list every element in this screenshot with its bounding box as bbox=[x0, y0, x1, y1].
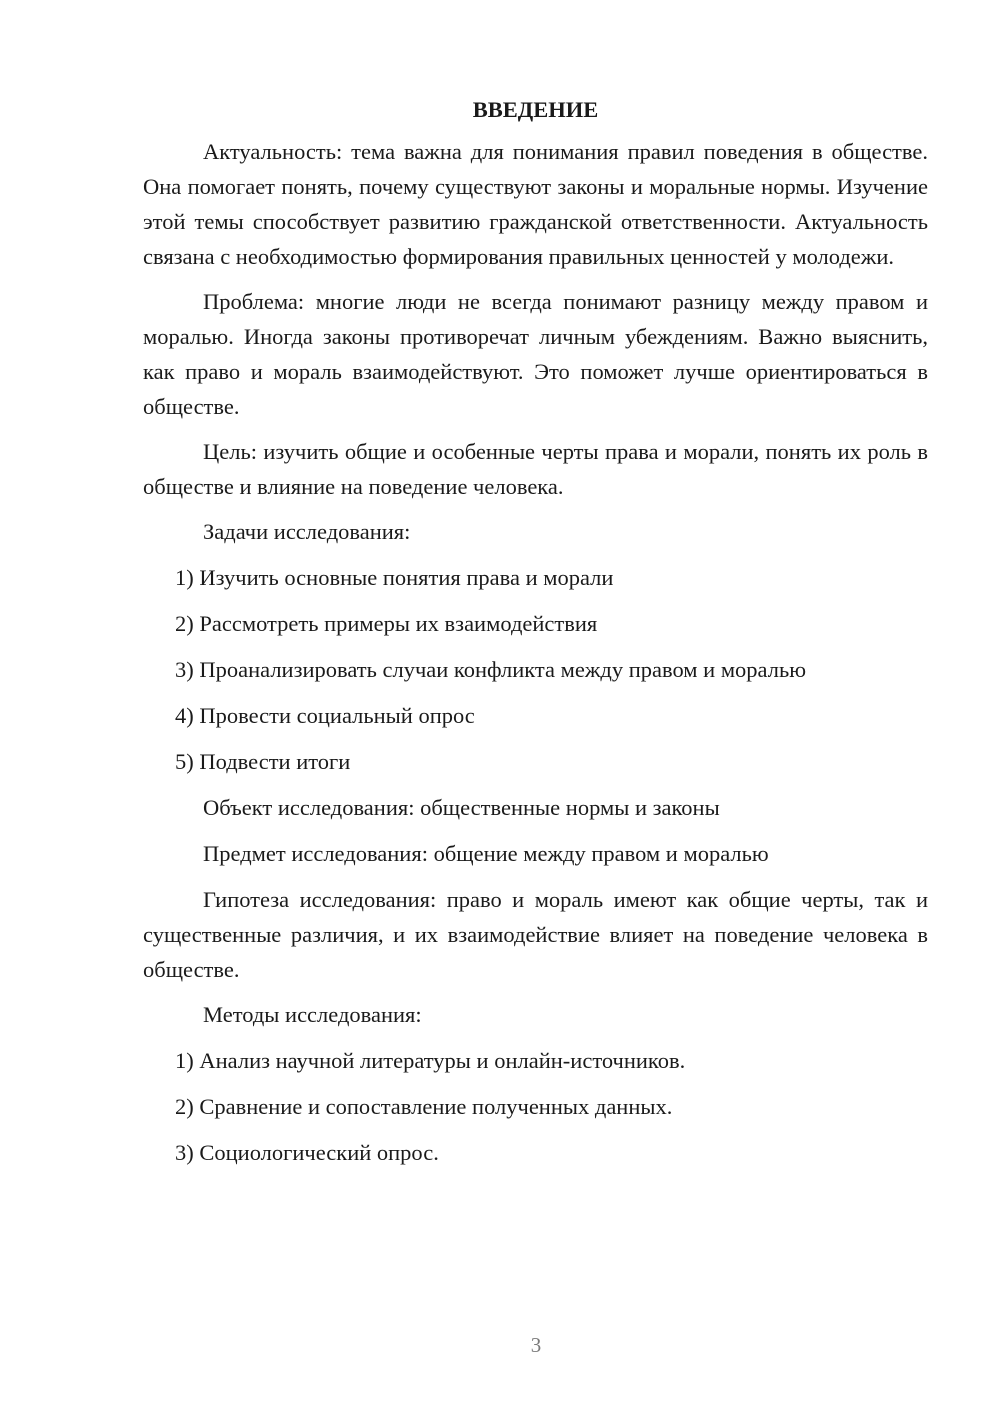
list-item: 3) Социологический опрос. bbox=[175, 1140, 439, 1165]
page-content bbox=[143, 92, 928, 1181]
problem-paragraph: Проблема: многие люди не всегда понимают разницу между правом и моралью. Иногда законы противоречат личным убеждениям. Важно выяснить, как право и мораль взаимодействуют. Это поможет лучше ориентироваться в обществе. bbox=[143, 289, 928, 419]
research-subject: Предмет исследования: общение между правом и моралью bbox=[203, 841, 769, 866]
section-heading: ВВЕДЕНИЕ bbox=[472, 97, 599, 122]
goal-paragraph: Цель: изучить общие и особенные черты права и морали, понять их роль в обществе и влияние на поведение человека. bbox=[143, 439, 928, 499]
relevance-paragraph: Актуальность: тема важна для понимания правил поведения в обществе. Она помогает понять, почему существуют законы и моральные нормы. Изучение этой темы способствует развитию гражданской ответственности. Актуальность связана с необходимостью формирования правильных ценностей у молодежи. bbox=[143, 139, 928, 269]
list-item: 5) Подвести итоги bbox=[175, 749, 351, 774]
page-number: 3 bbox=[530, 1333, 542, 1357]
methods-list bbox=[143, 1043, 928, 1170]
tasks-list bbox=[143, 560, 928, 779]
research-object: Объект исследования: общественные нормы и законы bbox=[203, 795, 720, 820]
list-item: 3) Проанализировать случаи конфликта между правом и моралью bbox=[175, 657, 807, 682]
list-item: 1) Изучить основные понятия права и морали bbox=[175, 565, 614, 590]
list-item: 2) Рассмотреть примеры их взаимодействия bbox=[175, 611, 598, 636]
list-item: 1) Анализ научной литературы и онлайн-источников. bbox=[175, 1048, 686, 1073]
list-item: 4) Провести социальный опрос bbox=[175, 703, 475, 728]
tasks-title: Задачи исследования: bbox=[203, 519, 411, 544]
methods-title: Методы исследования: bbox=[203, 1002, 422, 1027]
hypothesis-paragraph: Гипотеза исследования: право и мораль имеют как общие черты, так и существенные различия, и их взаимодействие влияет на поведение человека в обществе. bbox=[143, 887, 928, 982]
list-item: 2) Сравнение и сопоставление полученных данных. bbox=[175, 1094, 673, 1119]
